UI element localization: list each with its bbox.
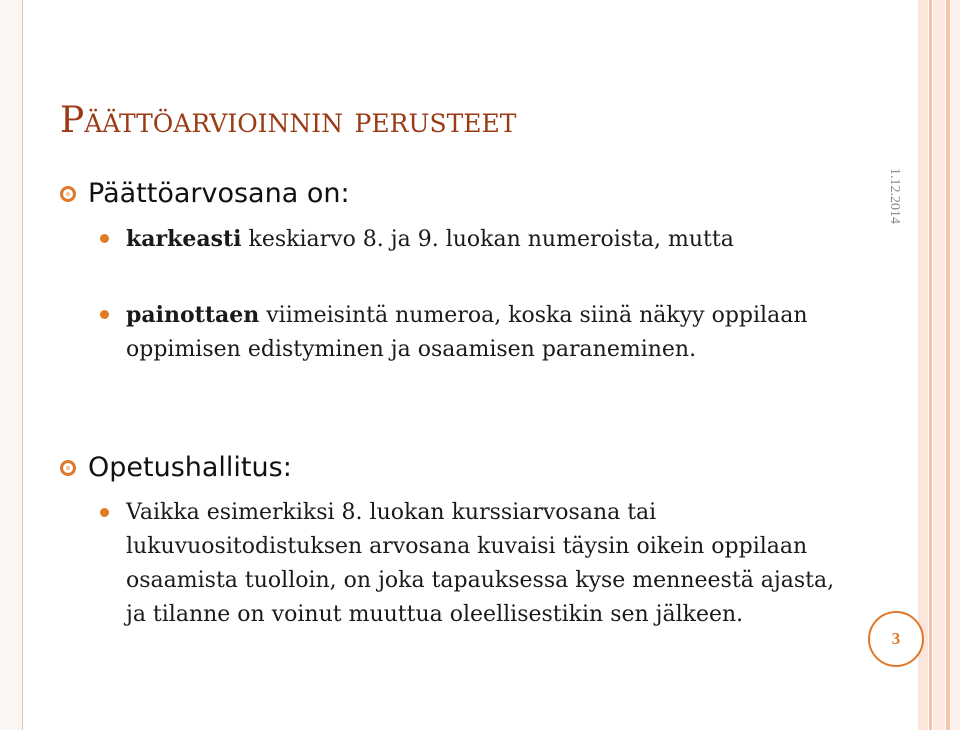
item-text: keskiarvo 8. ja 9. luokan numeroista, mutta bbox=[241, 227, 734, 252]
list-item bbox=[100, 298, 846, 367]
right-stripe-decoration bbox=[951, 0, 960, 730]
orange-circle-bullet-icon bbox=[58, 458, 78, 478]
left-border-decoration bbox=[0, 0, 23, 730]
list-item bbox=[100, 496, 846, 632]
item-text: viimeisintä numeroa, koska siinä näkyy oppilaan oppimisen edistyminen ja osaamisen paraneminen. bbox=[126, 303, 808, 362]
bullet-dot-icon bbox=[100, 508, 109, 517]
page-number-badge bbox=[868, 611, 924, 667]
item-text: Vaikka esimerkiksi 8. luokan kurssiarvosana tai lukuvuositodistuksen arvosana kuvaisi täysin oikein oppilaan osaamista tuolloin, on joka tapauksessa kyse menneestä ajasta, ja tilanne on voinut muuttua oleellisestikin sen jälkeen. bbox=[126, 500, 835, 627]
right-stripe-decoration bbox=[929, 0, 932, 730]
section-heading-2 bbox=[58, 452, 292, 483]
emphasis-text: painottaen bbox=[126, 302, 260, 328]
bullet-dot-icon bbox=[100, 310, 109, 319]
right-stripe-decoration bbox=[946, 0, 950, 730]
emphasis-text: karkeasti bbox=[126, 226, 242, 252]
slide-title: Päättöarvioinnin perusteet bbox=[60, 100, 517, 141]
section-heading-text: Opetushallitus: bbox=[88, 452, 292, 483]
section-heading-1 bbox=[58, 178, 350, 209]
bullet-dot-icon bbox=[100, 234, 109, 243]
page-number: 3 bbox=[891, 629, 901, 648]
section-heading-text: Päättöarvosana on: bbox=[88, 178, 350, 209]
orange-circle-bullet-icon bbox=[58, 184, 78, 204]
list-item bbox=[100, 222, 846, 257]
slide-date: 1.12.2014 bbox=[887, 168, 902, 224]
right-stripe-decoration bbox=[933, 0, 945, 730]
right-stripe-decoration bbox=[918, 0, 928, 730]
